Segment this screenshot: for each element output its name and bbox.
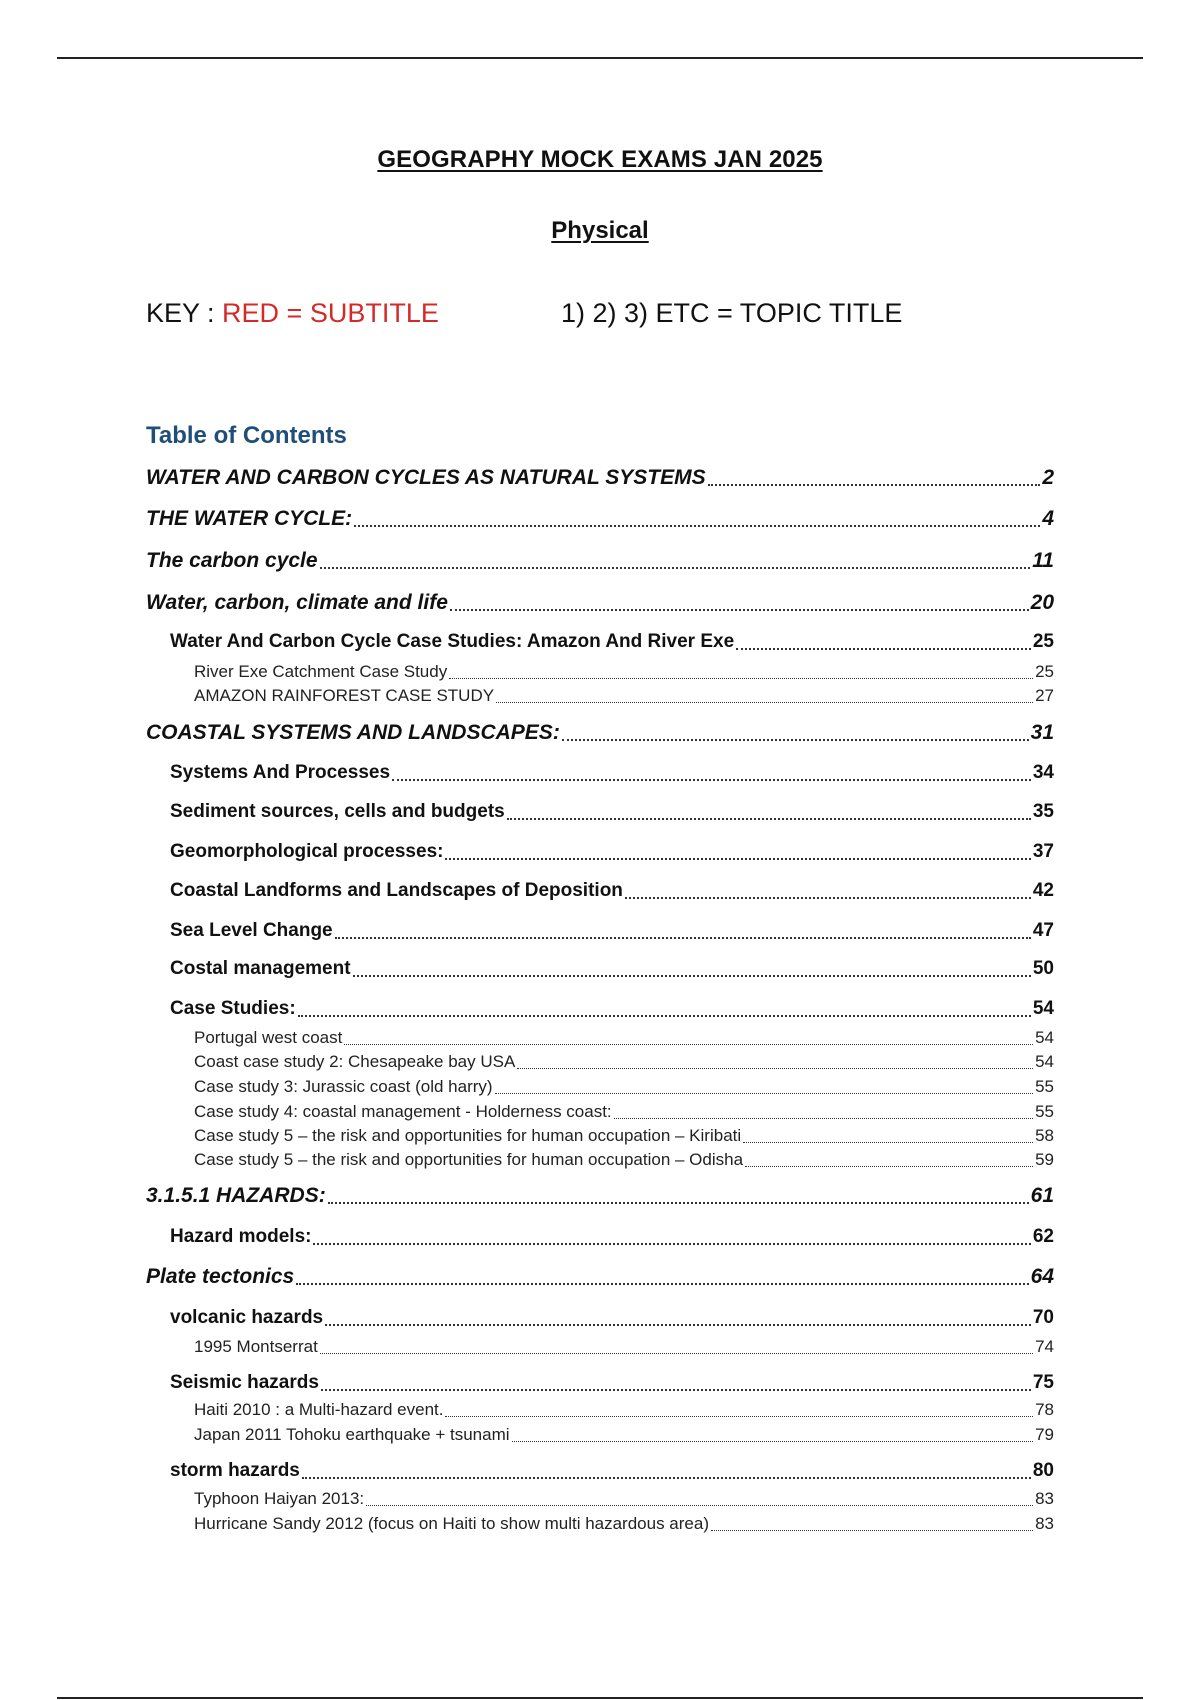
toc-dot-leader <box>313 1243 1030 1245</box>
toc-entry[interactable] <box>194 1337 1054 1357</box>
toc-entry-title: Systems And Processes <box>170 762 391 783</box>
toc-dot-leader <box>450 609 1029 611</box>
toc-entry-title: Water And Carbon Cycle Case Studies: Amazon And River Exe <box>170 631 735 652</box>
toc-dot-leader <box>298 1015 1031 1017</box>
toc-entry-title: Portugal west coast <box>194 1028 343 1047</box>
toc-dot-leader <box>321 1389 1031 1391</box>
toc-dot-leader <box>325 1324 1031 1326</box>
toc-dot-leader <box>335 937 1031 939</box>
toc-entry-title: 3.1.5.1 HAZARDS: <box>146 1184 326 1207</box>
toc-entry-page: 58 <box>1035 1126 1054 1145</box>
toc-entry[interactable] <box>194 1077 1054 1097</box>
toc-entry[interactable] <box>194 686 1054 706</box>
toc-entry-page: 42 <box>1032 880 1054 901</box>
toc-dot-leader <box>496 702 1033 703</box>
toc-dot-leader <box>512 1441 1034 1442</box>
toc-dot-leader <box>328 1202 1029 1204</box>
toc-dot-leader <box>320 567 1031 569</box>
toc-dot-leader <box>449 678 1033 679</box>
toc-entry[interactable] <box>194 1052 1054 1072</box>
toc-entry-title: Plate tectonics <box>146 1265 295 1288</box>
toc-entry-title: Water, carbon, climate and life <box>146 591 448 614</box>
key-prefix: KEY : <box>146 298 223 328</box>
toc-dot-leader <box>354 525 1040 527</box>
toc-entry[interactable] <box>170 800 1054 824</box>
toc-entry[interactable] <box>146 591 1054 615</box>
toc-heading: Table of Contents <box>146 422 347 449</box>
toc-entry-title: Sediment sources, cells and budgets <box>170 801 505 822</box>
toc-entry-page: 25 <box>1032 631 1054 652</box>
toc-dot-leader <box>302 1477 1031 1479</box>
toc-entry-page: 47 <box>1032 920 1054 941</box>
toc-entry[interactable] <box>194 1489 1054 1509</box>
toc-entry-page: 35 <box>1032 801 1054 822</box>
document-title: GEOGRAPHY MOCK EXAMS JAN 2025 <box>377 146 823 173</box>
toc-entry[interactable] <box>170 1306 1054 1330</box>
toc-entry-title: AMAZON RAINFOREST CASE STUDY <box>194 686 495 705</box>
toc-entry-title: Coastal Landforms and Landscapes of Deposition <box>170 880 623 901</box>
toc-entry[interactable] <box>194 1150 1054 1170</box>
toc-entry-page: 62 <box>1032 1226 1054 1247</box>
toc-dot-leader <box>507 818 1031 820</box>
toc-entry-page: 25 <box>1035 662 1054 681</box>
toc-entry-title: Case study 5 – the risk and opportunities for human occupation – Odisha <box>194 1150 744 1169</box>
bottom-rule <box>57 1697 1143 1699</box>
toc-entry[interactable] <box>194 662 1054 682</box>
toc-dot-leader <box>366 1505 1033 1506</box>
toc-dot-leader <box>625 897 1031 899</box>
toc-entry-page: 55 <box>1035 1077 1054 1096</box>
toc-entry-title: The carbon cycle <box>146 549 318 572</box>
toc-entry-title: Case study 3: Jurassic coast (old harry) <box>194 1077 493 1096</box>
toc-dot-leader <box>296 1283 1028 1285</box>
toc-entry-page: 70 <box>1032 1307 1054 1328</box>
toc-entry[interactable] <box>194 1514 1054 1534</box>
toc-entry-page: 59 <box>1035 1150 1054 1169</box>
toc-dot-leader <box>517 1068 1033 1069</box>
toc-entry-page: 37 <box>1032 841 1054 862</box>
toc-dot-leader <box>614 1118 1033 1119</box>
toc-entry-page: 78 <box>1035 1400 1054 1419</box>
toc-entry[interactable] <box>170 840 1054 864</box>
toc-entry-title: Geomorphological processes: <box>170 841 444 862</box>
toc-entry-page: 74 <box>1035 1337 1054 1356</box>
toc-entry-title: Case study 5 – the risk and opportunities for human occupation – Kiribati <box>194 1126 742 1145</box>
toc-entry-title: volcanic hazards <box>170 1307 324 1328</box>
toc-dot-leader <box>562 739 1029 741</box>
toc-entry[interactable] <box>194 1400 1054 1420</box>
toc-entry-title: Costal management <box>170 958 351 979</box>
toc-entry-title: COASTAL SYSTEMS AND LANDSCAPES: <box>146 721 560 744</box>
toc-entry-title: Seismic hazards <box>170 1372 319 1393</box>
toc-entry-page: 54 <box>1035 1052 1054 1071</box>
toc-entry[interactable] <box>170 919 1054 943</box>
toc-entry-title: River Exe Catchment Case Study <box>194 662 448 681</box>
toc-entry-title: WATER AND CARBON CYCLES AS NATURAL SYSTEMS <box>146 466 706 489</box>
toc-entry[interactable] <box>170 1459 1054 1483</box>
toc-entry-page: 11 <box>1032 549 1054 572</box>
toc-entry[interactable] <box>170 997 1054 1021</box>
toc-dot-leader <box>743 1142 1033 1143</box>
toc-dot-leader <box>392 779 1031 781</box>
toc-dot-leader <box>495 1093 1034 1094</box>
toc-entry-title: Japan 2011 Tohoku earthquake + tsunami <box>194 1425 510 1444</box>
toc-entry[interactable] <box>194 1028 1054 1048</box>
toc-entry[interactable] <box>194 1102 1054 1122</box>
toc-entry[interactable] <box>170 761 1054 785</box>
toc-entry[interactable] <box>146 1265 1054 1289</box>
toc-dot-leader <box>320 1353 1033 1354</box>
toc-entry-title: THE WATER CYCLE: <box>146 507 353 530</box>
toc-entry[interactable] <box>146 466 1054 490</box>
key-topic-title: 1) 2) 3) ETC = TOPIC TITLE <box>561 298 903 328</box>
toc-entry-title: Haiti 2010 : a Multi-hazard event. <box>194 1400 444 1419</box>
toc-entry-page: 79 <box>1035 1425 1054 1444</box>
toc-entry-page: 2 <box>1042 466 1054 489</box>
toc-entry[interactable] <box>146 1184 1054 1208</box>
toc-entry-page: 64 <box>1030 1265 1054 1288</box>
toc-entry-page: 80 <box>1032 1460 1054 1481</box>
toc-dot-leader <box>745 1166 1033 1167</box>
toc-dot-leader <box>736 648 1031 650</box>
document-subtitle: Physical <box>551 217 649 244</box>
toc-entry-title: Hurricane Sandy 2012 (focus on Haiti to show multi hazardous area) <box>194 1514 709 1533</box>
toc-entry-title: Sea Level Change <box>170 920 333 941</box>
toc-entry-page: 34 <box>1032 762 1054 783</box>
toc-entry[interactable] <box>170 1225 1054 1249</box>
toc-entry-page: 54 <box>1032 998 1054 1019</box>
toc-entry-page: 31 <box>1030 721 1054 744</box>
toc-entry[interactable] <box>194 1126 1054 1146</box>
toc-dot-leader <box>353 975 1031 977</box>
toc-entry[interactable] <box>170 957 1054 981</box>
toc-entry[interactable] <box>146 549 1054 573</box>
toc-entry[interactable] <box>146 721 1054 745</box>
toc-entry-page: 20 <box>1030 591 1054 614</box>
toc-entry[interactable] <box>170 630 1054 654</box>
toc-entry-page: 61 <box>1030 1184 1054 1207</box>
toc-entry-title: Hazard models: <box>170 1226 312 1247</box>
toc-entry-page: 75 <box>1032 1372 1054 1393</box>
toc-entry-title: Case study 4: coastal management - Holderness coast: <box>194 1102 612 1121</box>
toc-entry-page: 27 <box>1035 686 1054 705</box>
toc-entry[interactable] <box>170 879 1054 903</box>
toc-entry-title: storm hazards <box>170 1460 300 1481</box>
toc-dot-leader <box>708 484 1041 486</box>
toc-dot-leader <box>445 858 1030 860</box>
toc-entry-title: Coast case study 2: Chesapeake bay USA <box>194 1052 516 1071</box>
toc-dot-leader <box>445 1416 1033 1417</box>
toc-entry-title: Typhoon Haiyan 2013: <box>194 1489 365 1508</box>
toc-entry-page: 55 <box>1035 1102 1054 1121</box>
toc-entry-page: 83 <box>1035 1489 1054 1508</box>
toc-entry-title: 1995 Montserrat <box>194 1337 318 1356</box>
toc-dot-leader <box>711 1530 1033 1531</box>
toc-dot-leader <box>344 1044 1033 1045</box>
toc-entry-page: 4 <box>1042 507 1054 530</box>
key-red-subtitle: RED = SUBTITLE <box>222 298 439 328</box>
toc-entry[interactable] <box>146 507 1054 531</box>
toc-entry[interactable] <box>170 1371 1054 1395</box>
toc-entry-page: 50 <box>1032 958 1054 979</box>
toc-entry-page: 54 <box>1035 1028 1054 1047</box>
toc-entry-title: Case Studies: <box>170 998 296 1019</box>
toc-entry[interactable] <box>194 1425 1054 1445</box>
toc-entry-page: 83 <box>1035 1514 1054 1533</box>
